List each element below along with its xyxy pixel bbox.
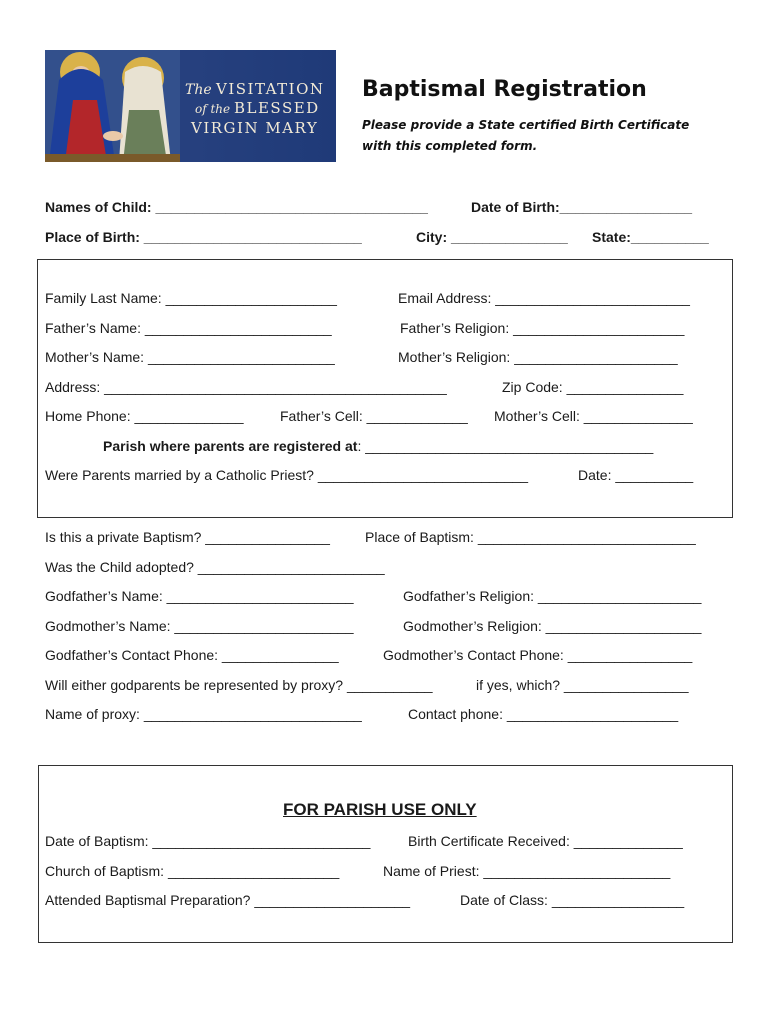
proxy-which-field[interactable]: if yes, which? ________________ bbox=[476, 677, 689, 693]
godmother-phone-field[interactable]: Godmother’s Contact Phone: ________________ bbox=[383, 647, 693, 663]
parish-registered-line: : _____________________________________ bbox=[357, 438, 654, 454]
father-religion-field[interactable]: Father’s Religion: ______________________ bbox=[400, 320, 685, 336]
date-of-baptism-field[interactable]: Date of Baptism: ____________________________ bbox=[45, 833, 371, 849]
banner-text-virgin-mary: VIRGIN MARY bbox=[191, 119, 319, 137]
address-field[interactable]: Address: ____________________________________________ bbox=[45, 379, 447, 395]
parish-registered-label: Parish where parents are registered at bbox=[103, 438, 358, 454]
marriage-date-field[interactable]: Date: __________ bbox=[578, 467, 694, 483]
city-field[interactable]: City: _______________ bbox=[416, 229, 568, 245]
mother-religion-field[interactable]: Mother’s Religion: _____________________ bbox=[398, 349, 678, 365]
married-by-priest-field[interactable]: Were Parents married by a Catholic Priest? ___________________________ bbox=[45, 467, 529, 483]
banner-text-the: The bbox=[185, 82, 212, 98]
church-of-baptism-field[interactable]: Church of Baptism: ______________________ bbox=[45, 863, 340, 879]
mother-name-field[interactable]: Mother’s Name: ________________________ bbox=[45, 349, 335, 365]
place-of-baptism-field[interactable]: Place of Baptism: ____________________________ bbox=[365, 529, 696, 545]
name-of-priest-field[interactable]: Name of Priest: ________________________ bbox=[383, 863, 671, 879]
birth-certificate-note-line2: with this completed form. bbox=[362, 139, 538, 153]
proxy-contact-phone-field[interactable]: Contact phone: ______________________ bbox=[408, 706, 679, 722]
parish-use-title: FOR PARISH USE ONLY bbox=[283, 800, 477, 819]
banner-text-visitation: VISITATION bbox=[216, 80, 325, 98]
proxy-name-field[interactable]: Name of proxy: ____________________________ bbox=[45, 706, 362, 722]
godfather-name-field[interactable]: Godfather’s Name: ________________________ bbox=[45, 588, 354, 604]
banner-text-blessed: BLESSED bbox=[234, 99, 320, 117]
family-last-name-field[interactable]: Family Last Name: ______________________ bbox=[45, 290, 337, 306]
father-cell-field[interactable]: Father’s Cell: _____________ bbox=[280, 408, 468, 424]
parish-use-box bbox=[38, 765, 733, 943]
godfather-phone-field[interactable]: Godfather’s Contact Phone: _______________ bbox=[45, 647, 339, 663]
date-of-class-field[interactable]: Date of Class: _________________ bbox=[460, 892, 685, 908]
godmother-name-field[interactable]: Godmother’s Name: _______________________ bbox=[45, 618, 354, 634]
zip-code-field[interactable]: Zip Code: _______________ bbox=[502, 379, 684, 395]
home-phone-field[interactable]: Home Phone: ______________ bbox=[45, 408, 244, 424]
proxy-question-field[interactable]: Will either godparents be represented by proxy? ___________ bbox=[45, 677, 433, 693]
state-field[interactable]: State:__________ bbox=[592, 229, 709, 245]
father-name-field[interactable]: Father’s Name: ________________________ bbox=[45, 320, 332, 336]
mother-cell-field[interactable]: Mother’s Cell: ______________ bbox=[494, 408, 693, 424]
private-baptism-field[interactable]: Is this a private Baptism? ________________ bbox=[45, 529, 330, 545]
baptismal-preparation-field[interactable]: Attended Baptismal Preparation? ____________________ bbox=[45, 892, 411, 908]
birth-certificate-note-line1: Please provide a State certified Birth Certificate bbox=[362, 118, 690, 132]
godfather-religion-field[interactable]: Godfather’s Religion: _____________________ bbox=[403, 588, 702, 604]
date-of-birth-field[interactable]: Date of Birth:_________________ bbox=[471, 199, 693, 215]
parish-registered-field[interactable] bbox=[103, 438, 653, 454]
names-of-child-field[interactable]: Names of Child: ___________________________________ bbox=[45, 199, 428, 215]
visitation-banner-logo bbox=[45, 50, 336, 162]
godmother-religion-field[interactable]: Godmother’s Religion: ____________________ bbox=[403, 618, 702, 634]
page-title: Baptismal Registration bbox=[362, 77, 647, 102]
child-adopted-field[interactable]: Was the Child adopted? ________________________ bbox=[45, 559, 385, 575]
birth-certificate-received-field[interactable]: Birth Certificate Received: ______________ bbox=[408, 833, 683, 849]
banner-text-ofthe: of the bbox=[195, 102, 231, 116]
place-of-birth-field[interactable]: Place of Birth: ____________________________ bbox=[45, 229, 362, 245]
email-address-field[interactable]: Email Address: _________________________ bbox=[398, 290, 690, 306]
